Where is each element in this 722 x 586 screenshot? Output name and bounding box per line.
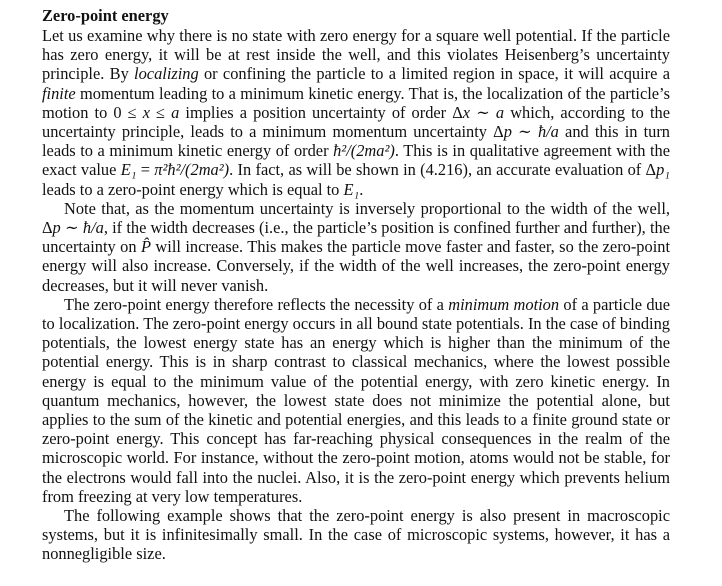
text-run: ∼: [60, 218, 83, 238]
math-text: E₁: [120, 160, 137, 180]
math-text: x: [142, 102, 150, 122]
math-text: P̂: [140, 237, 151, 257]
section-heading: Zero-point energy: [42, 6, 169, 25]
paragraph-1: [42, 26, 670, 199]
math-text: x: [462, 102, 471, 122]
text-run: and this in turn leads to a minimum kinetic energy of order: [42, 122, 670, 161]
emphasis-text: localizing: [134, 64, 199, 84]
math-text: ħ²/(2ma²): [333, 141, 395, 161]
math-text: a: [495, 102, 505, 122]
text-run: . In fact, as will be shown in (4.216), an accurate evaluation of Δ: [229, 160, 657, 180]
math-text: ħ/a: [82, 218, 104, 238]
paragraph-2: [42, 199, 670, 295]
text-run: Note that, as the momentum uncertainty is inversely proportional to the width of the well, Δ: [42, 198, 670, 238]
math-text: p₁: [656, 160, 670, 180]
text-run: . This is in qualitative agreement with the exact value: [42, 141, 670, 180]
emphasis-text: minimum motion: [448, 294, 560, 314]
text-run: which, according to the uncertainty principle, leads to a minimum momentum uncertainty Δ: [42, 102, 670, 142]
text-run: .: [359, 179, 364, 199]
text-run: of a particle due to localization. The zero-point energy occurs in all bound state potentials. In the case of binding potentials, the lowest energy state has an energy which is higher than the minimum of the potential energy. This is in sharp contrast to classical mechanics, where the lowest possible energy is equal to the minimum value of the potential energy, with zero kinetic energy. In quantum mechanics, however, the lowest state does not minimize the potential alone, but applies to the sum of the kinetic and potential energies, and this leads to a finite ground state or zero-point energy. This concept has far-reaching physical consequences in the realm of the microscopic world. For instance, without the zero-point motion, atoms would not be stable, for the electrons would fall into the nuclei. Also, it is the zero-point energy which prevents helium from freezing at very low temperatures.: [42, 294, 671, 506]
text-run: Let us examine why there is no state with zero energy for a square well potential. If the particle has zero energy, it will be at rest inside the well, and this violates Heisenberg’s uncertainty principle. By: [42, 26, 670, 84]
text-run: will increase. This makes the particle move faster and faster, so the zero-point energy will also increase. Conversely, if the width of the well increases, the zero-point energy decreases, but it will never vanish.: [42, 237, 670, 295]
document-page: [42, 6, 670, 564]
math-text: a: [171, 102, 180, 122]
text-run: ∼: [511, 122, 538, 142]
math-text: p: [52, 218, 61, 238]
text-run: ≤: [149, 102, 172, 122]
text-run: implies a position uncertainty of order Δ: [179, 102, 463, 122]
text-run: momentum leading to a minimum kinetic energy. That is, the localization of the particle’s motion to 0 ≤: [42, 83, 670, 122]
text-run: =: [136, 160, 155, 180]
text-run: , if the width decreases (i.e., the particle’s position is confined further and further), the uncertainty on: [42, 218, 670, 257]
math-text: E₁: [343, 179, 360, 199]
math-text: p: [503, 122, 512, 142]
paragraph-4: [42, 506, 670, 564]
math-text: π²ħ²/(2ma²): [154, 160, 230, 180]
text-run: The following example shows that the zero-point energy is also present in macroscopic systems, but it is infinitesimally small. In the case of microscopic systems, however, it has a nonnegligible size.: [42, 506, 670, 564]
text-run: The zero-point energy therefore reflects the necessity of a: [64, 294, 449, 314]
paragraph-3: [42, 295, 670, 506]
emphasis-text: finite: [42, 83, 76, 103]
text-run: ∼: [470, 102, 496, 122]
text-run: leads to a zero-point energy which is equal to: [42, 179, 344, 199]
math-text: ħ/a: [537, 122, 559, 142]
text-run: or confining the particle to a limited region in space, it will acquire a: [198, 64, 670, 84]
